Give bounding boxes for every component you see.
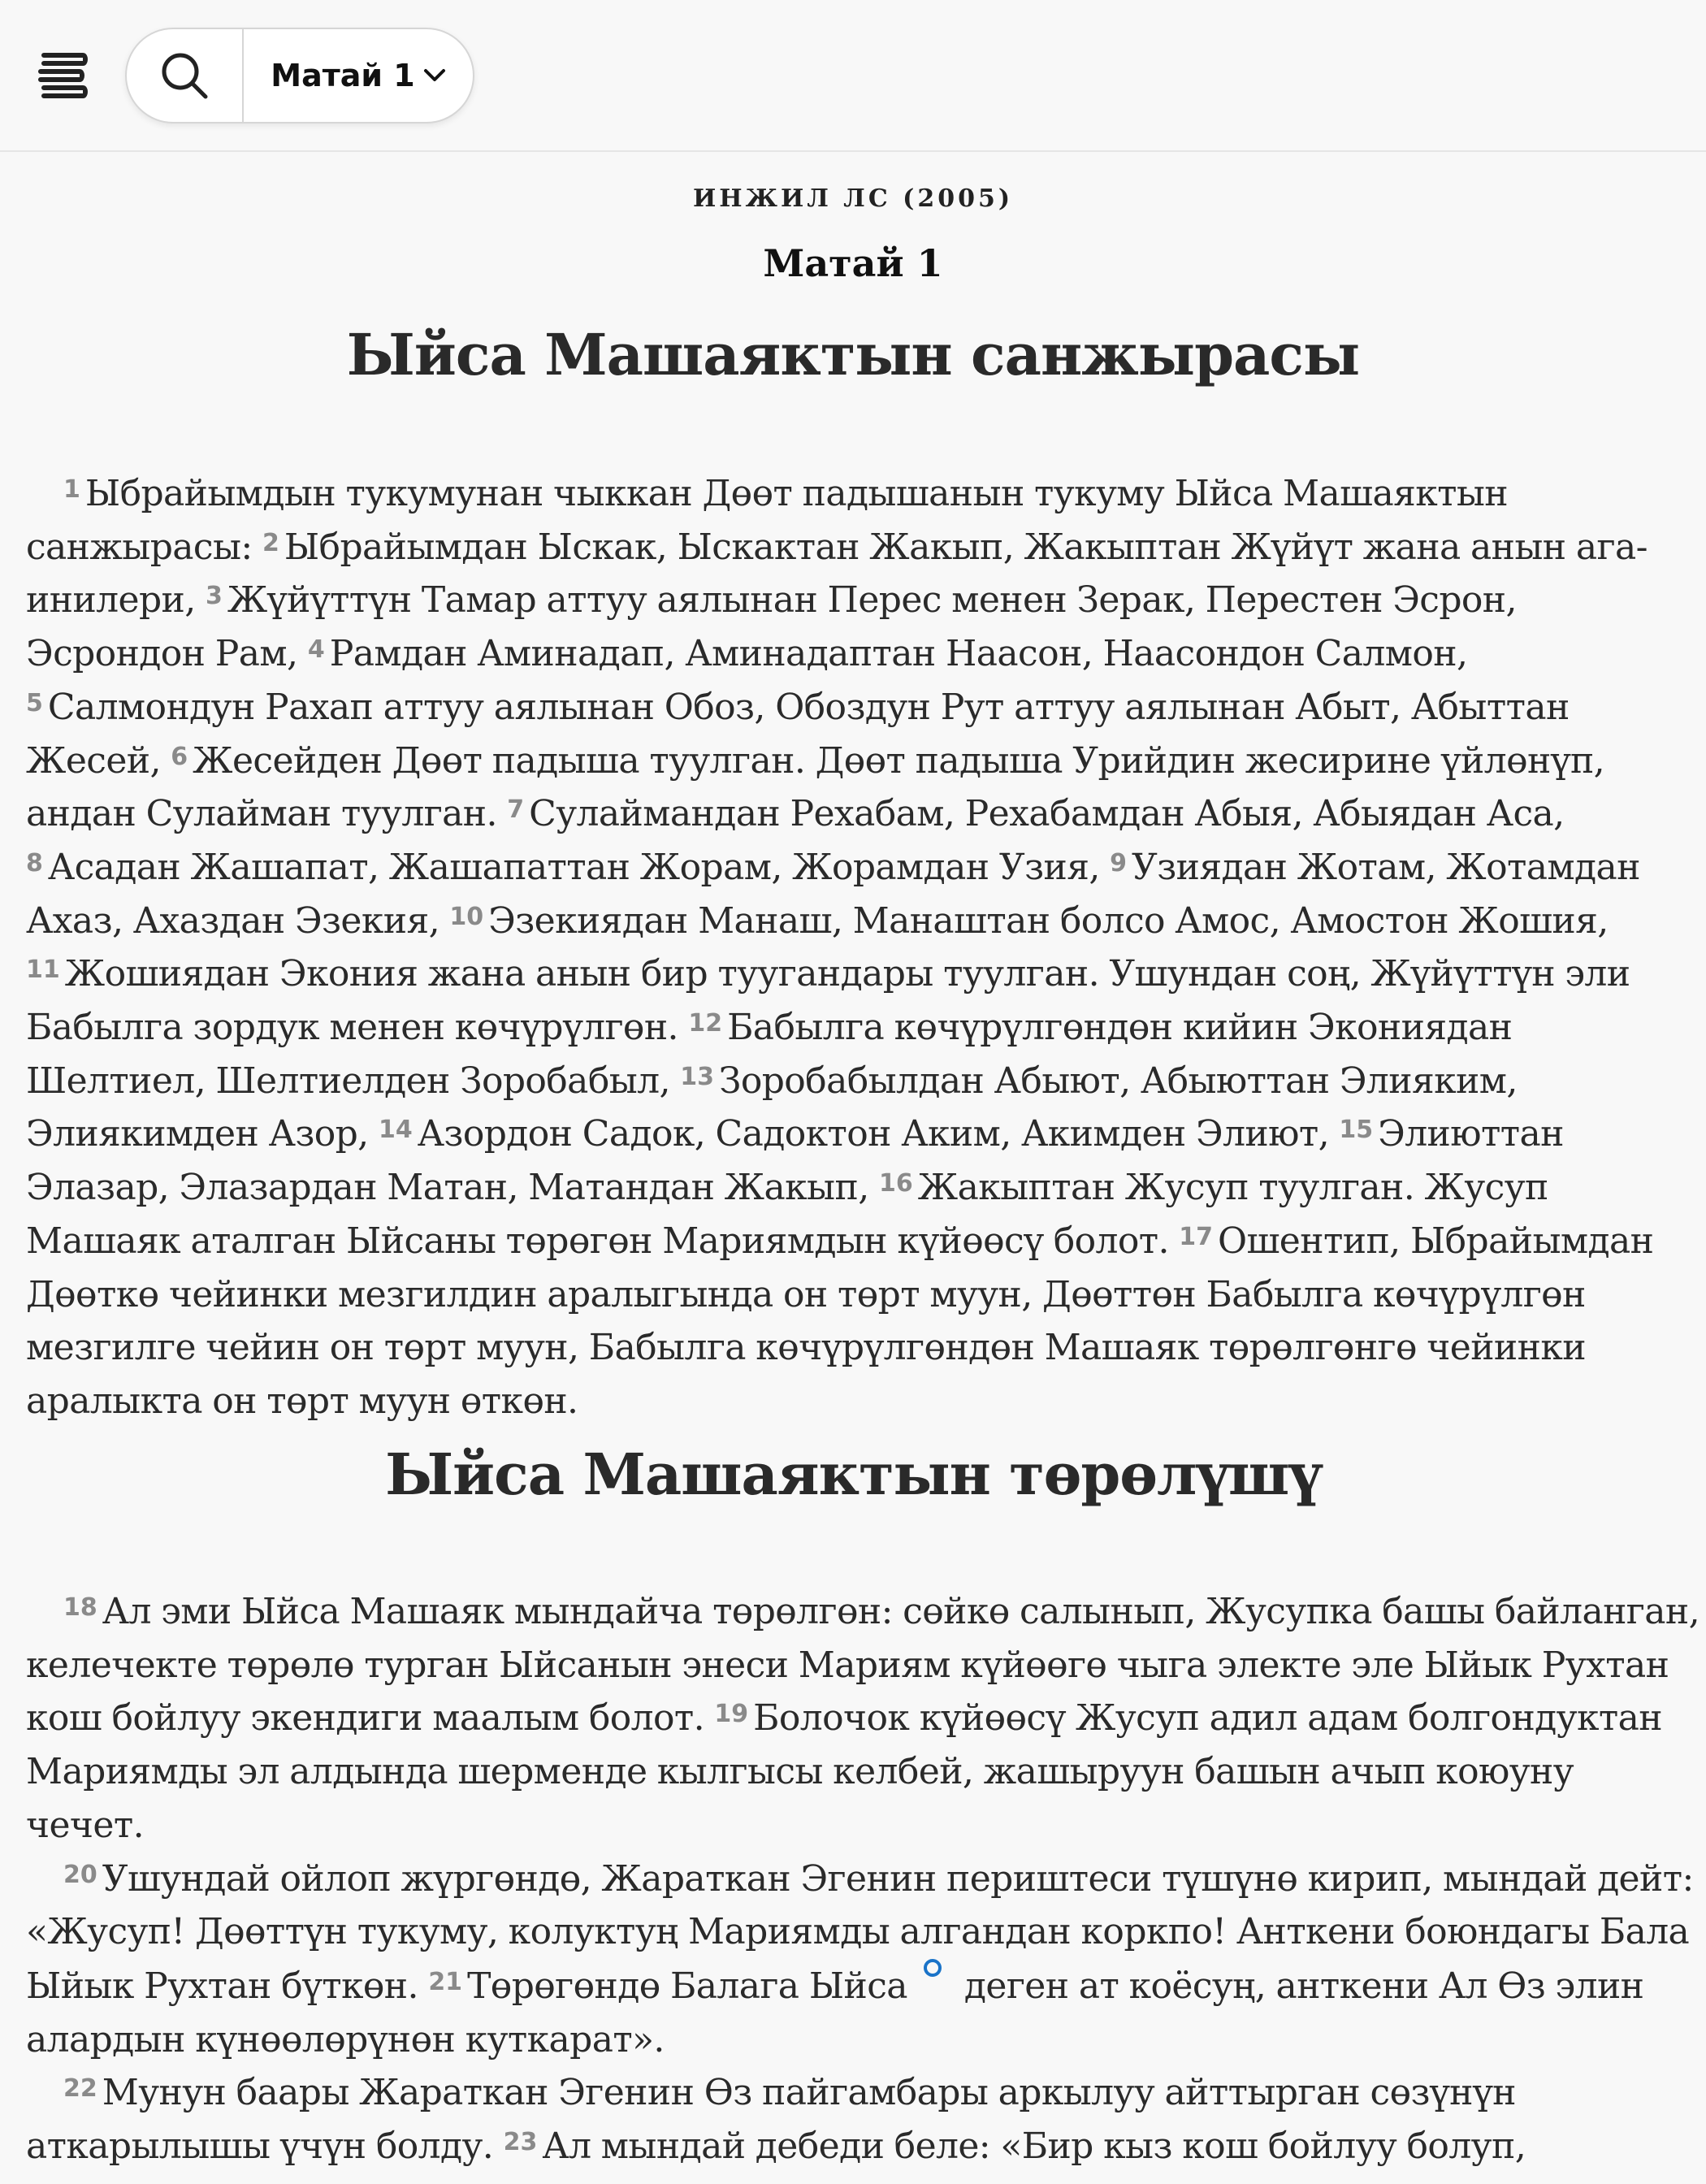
navigation-pill (125, 28, 474, 124)
verse-text: Рамдан Аминадап, Аминадаптан Наасон, Наасондон Салмон, (329, 633, 1468, 675)
verse-text: Сулаймандан Рехабам, Рехабамдан Абыя, Абыядан Аса, (529, 793, 1565, 835)
verse-number: 21 (428, 1967, 463, 1996)
verse-text: Ыбрайымдан Ыскак, Ыскактан Жакып, Жакыптан Жүйүт жана анын ага-инилери, (26, 526, 1648, 622)
verse-text: Азордон Садок, Садоктон Аким, Акимден Элиют, (417, 1113, 1329, 1155)
search-icon (158, 50, 210, 102)
search-button[interactable] (127, 29, 244, 122)
paragraph (26, 2066, 1700, 2173)
verse-text: Жүйүттүн Тамар аттуу аялынан Перес менен Зерак, Перестен Эсрон, Эсрондон Рам, (26, 579, 1517, 675)
verse-number: 13 (680, 1062, 715, 1091)
paragraph (26, 1852, 1700, 2067)
verse-text: Төрөгөндө Балага Ыйса (467, 1965, 907, 2007)
verse-number: 9 (1110, 848, 1128, 878)
footnote-marker-icon[interactable] (924, 1959, 942, 1977)
verse-text: Ал эми Ыйса Машаяк мындайча төрөлгөн: сөйкө салынып, Жусупка башы байланган, келечекте төрөлө турган Ыйсанын энеси Мариям күйөөгө чыга электе эле Ыйык Рухтан кош бойлуу экендиги маалым болот. (26, 1591, 1700, 1740)
verse-number: 15 (1339, 1116, 1374, 1145)
verse-number: 3 (206, 582, 223, 611)
chevron-down-icon (423, 67, 446, 84)
verse-text: Жошиядан Экония жана анын бир туугандары туулган. Ушундан соң, Жүйүттүн эли Бабылга зордук менен көчүрүлгөн. (26, 953, 1630, 1049)
verse-number: 18 (63, 1593, 97, 1622)
verse-number: 14 (378, 1116, 413, 1145)
verse-text: деген ат коёсуң, анткени Ал Өз элин алардын күнөөлөрүнөн куткарат». (26, 1965, 1644, 2060)
verse-number: 7 (507, 795, 525, 825)
verse[interactable] (504, 2126, 1526, 2167)
verse-text: Бабылга көчүрүлгөндөн кийин Экониядан Шелтиел, Шелтиелден Зоробабыл, (26, 1007, 1513, 1102)
verse-text: Мунун баары Жараткан Эгенин Өз пайгамбары аркылуу айттырган сөзүнүн аткарылышы үчүн болду. (26, 2072, 1516, 2168)
verse-number: 17 (1179, 1222, 1214, 1251)
verse[interactable] (308, 633, 1468, 674)
verse-text: Эзекиядан Манаш, Манаштан болсо Амос, Амостон Жошия, (488, 899, 1609, 942)
verse-number: 10 (449, 902, 484, 931)
verse[interactable] (507, 793, 1564, 834)
passage (26, 1585, 1700, 2173)
chapter-selector-label: Матай 1 (271, 58, 415, 93)
verse-text: Салмондун Рахап аттуу аялынан Обоз, Обоздун Рут аттуу аялынан Абыт, Абыттан Жесей, (26, 686, 1570, 782)
verse-text: Узиядан Жотам, Жотамдан Ахаз, Ахаздан Эзекия, (26, 846, 1640, 942)
verse-number: 12 (688, 1009, 723, 1038)
verse-number: 11 (26, 956, 60, 985)
verse-number: 23 (503, 2128, 538, 2157)
verse-text: Ыбрайымдын тукумунан чыккан Дөөт падышанын тукуму Ыйса Машаяктын санжырасы: (26, 473, 1509, 568)
verse-text: Асадан Жашапат, Жашапаттан Жорам, Жорамдан Узия, (47, 846, 1100, 888)
verse-number: 20 (63, 1860, 97, 1889)
chapter-title: Матай 1 (763, 241, 943, 285)
verse[interactable] (379, 1113, 1329, 1155)
verse-number: 19 (714, 1700, 749, 1729)
paragraph (26, 467, 1700, 1428)
verse[interactable] (26, 847, 1100, 888)
verse-text: Элиюттан Элазар, Элазардан Матан, Матандан Жакып, (26, 1113, 1564, 1209)
verse-text: Ал мындай дебеди беле: «Бир кыз кош бойлуу болуп, (542, 2126, 1526, 2168)
verse-text: Ошентип, Ыбрайымдан Дөөткө чейинки мезгилдин аралыгында он төрт муун, Дөөттөн Бабылга көчүрүлгөн мезгилге чейин он төрт муун, Бабылга көчүрүлгөндөн Машаяк төрөлгөнгө чейинки аралыкта он төрт муун өткөн. (26, 1220, 1654, 1422)
verse-number: 22 (63, 2074, 97, 2104)
verse-text: Болочок күйөөсү Жусуп адил адам болгондуктан Мариямды эл алдында шермендe кылгысы келбей, жашыруун башын ачып коюуну чечет. (26, 1697, 1662, 1846)
bible-version: ИНЖИЛ ЛС (2005) (692, 184, 1014, 213)
hamburger-menu-icon[interactable] (32, 47, 94, 109)
verse-number: 4 (307, 635, 325, 665)
paragraph (26, 1585, 1700, 1852)
verse-text: Ушундай ойлоп жүргөндө, Жараткан Эгенин периштеси түшүнө кирип, мындай дейт: «Жусуп! Дөөттүн тукуму, колуктуң Мариямды алгандан коркпо! Анткени боюндагы Бала Ыйык Рухтан бүткөн. (26, 1857, 1694, 2007)
verse-number: 1 (63, 475, 80, 504)
section-heading: Ыйса Машаяктын санжырасы (346, 321, 1360, 388)
verse-text: Жакыптан Жусуп туулган. Жусуп Машаяк аталган Ыйсаны төрөгөн Мариямдын күйөөсү болот. (26, 1167, 1548, 1262)
chapter-selector[interactable] (244, 29, 473, 122)
verse-number: 2 (262, 528, 279, 557)
section-heading: Ыйса Машаяктын төрөлүшү (385, 1441, 1321, 1508)
verse-number: 16 (878, 1169, 913, 1198)
verse[interactable] (449, 900, 1608, 942)
verse-number: 6 (171, 742, 188, 771)
verse-number: 8 (26, 848, 43, 878)
verse-text: Зоробабылдан Абыют, Абыюттан Элияким, Элиякимден Азор, (26, 1060, 1518, 1155)
verse-number: 5 (26, 688, 43, 717)
top-toolbar (0, 0, 1706, 152)
passage (26, 467, 1700, 1428)
verse-text: Жесейден Дөөт падыша туулган. Дөөт падыша Урийдин жесирине үйлөнүп, андан Сулайман туулган. (26, 739, 1605, 835)
